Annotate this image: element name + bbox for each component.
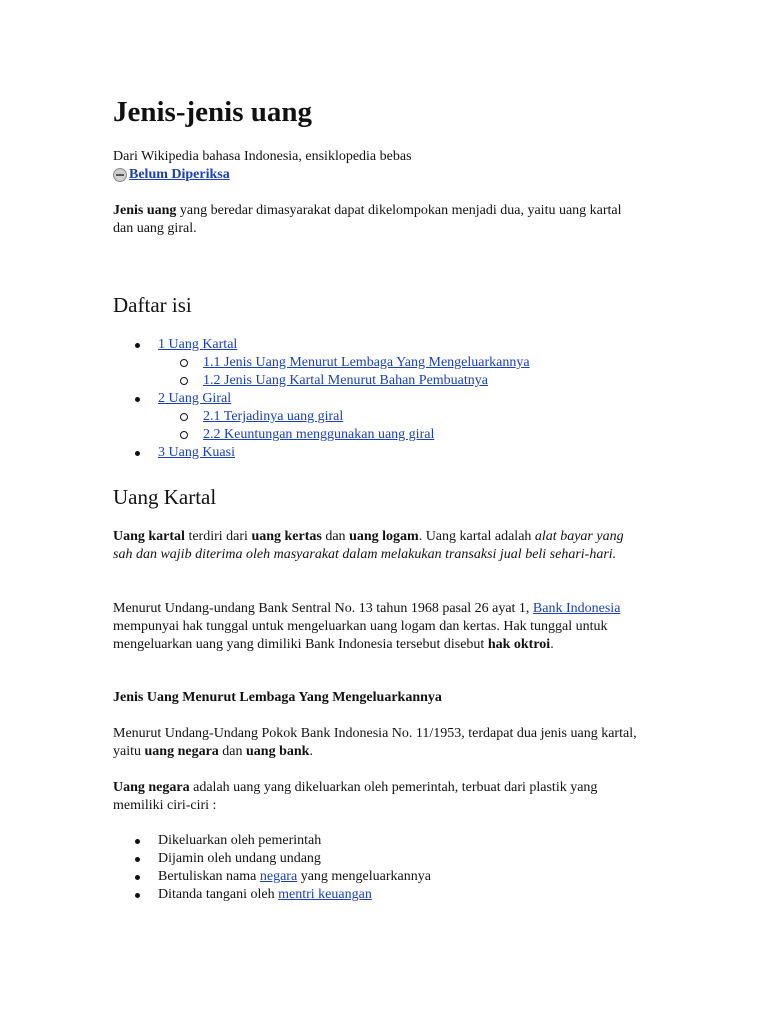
bullet-icon [135,893,140,898]
bold-term: hak oktroi [487,637,551,652]
text-span: adalah uang yang dikeluarkan oleh pemerintah, terbuat dari plastik yang memiliki ciri-ciri : [113,780,598,813]
toc-item-jenis-uang-bahan [113,372,643,390]
text-span: terdiri dari [184,529,252,544]
kartal-paragraph-1 [113,528,643,564]
table-of-contents [113,336,643,462]
intro-bold-term: Jenis uang [113,203,177,218]
bold-term: Uang negara [113,780,190,795]
intro-paragraph [113,202,643,238]
italic-definition: alat bayar yang sah dan wajib diterima oleh masyarakat dalam melakukan transaksi jual beli sehari-hari. [113,529,624,562]
toc-link[interactable]: 1.1 Jenis Uang Menurut Lembaga Yang Mengeluarkannya [203,355,530,370]
negara-link[interactable]: negara [259,869,298,884]
bullet-icon [135,343,140,348]
toc-item-uang-kuasi [113,444,643,462]
text-span: dan [321,529,350,544]
text-span: . [550,637,554,652]
bold-term: Uang kartal [113,529,185,544]
bullet-icon [135,397,140,402]
section-heading-uang-kartal: Uang Kartal [113,485,217,509]
bullet-icon [135,839,140,844]
toc-link[interactable]: 3 Uang Kuasi [158,445,235,460]
bold-term: uang bank [246,744,310,759]
list-item-text: Bertuliskan nama [158,869,260,884]
list-item [113,886,643,904]
review-status-link[interactable]: Belum Diperiksa [129,167,230,182]
circle-bullet-icon [180,359,188,367]
toc-item-jenis-uang-lembaga [113,354,643,372]
list-item-text: yang mengeluarkannya [297,869,431,884]
toc-item-uang-kartal [113,336,643,354]
toc-item-terjadinya-uang-giral [113,408,643,426]
circle-bullet-icon [180,431,188,439]
bold-term: uang logam [349,529,419,544]
text-span: Menurut Undang-undang Bank Sentral No. 13 tahun 1968 pasal 26 ayat 1, [113,601,533,616]
list-item [113,832,643,850]
list-item-text: Ditanda tangani oleh [158,887,279,902]
bullet-icon [135,875,140,880]
review-status [113,166,230,184]
list-item [113,868,643,886]
text-span: Menurut Undang-Undang Pokok Bank Indonesia No. 11/1953, terdapat dua jenis uang kartal, yaitu [113,726,637,759]
toc-link[interactable]: 2.1 Terjadinya uang giral [203,409,344,424]
page-title: Jenis-jenis uang [113,96,313,128]
mentri-keuangan-link[interactable]: mentri keuangan [278,887,372,902]
review-flag-icon [113,168,127,182]
kartal-paragraph-4 [113,779,643,815]
text-span: dan [218,744,247,759]
text-span: . [309,744,313,759]
toc-link[interactable]: 2.2 Keuntungan menggunakan uang giral [203,427,435,442]
uang-negara-features-list [113,832,643,904]
site-subtitle: Dari Wikipedia bahasa Indonesia, ensiklopedia bebas [113,149,412,164]
kartal-paragraph-3 [113,725,643,761]
text-span: . Uang kartal adalah [418,529,535,544]
text-span: mempunyai hak tunggal untuk mengeluarkan uang logam dan kertas. Hak tunggal untuk mengeluarkan uang yang dimiliki Bank Indonesia tersebut disebut [113,619,608,652]
list-item [113,850,643,868]
bank-indonesia-link[interactable]: Bank Indonesia [532,601,621,616]
circle-bullet-icon [180,413,188,421]
toc-heading: Daftar isi [113,293,192,317]
bold-term: uang negara [144,744,219,759]
sub-heading-jenis-uang: Jenis Uang Menurut Lembaga Yang Mengeluarkannya [113,690,442,705]
toc-item-uang-giral [113,390,643,408]
bold-term: uang kertas [251,529,322,544]
kartal-paragraph-2 [113,600,643,654]
toc-item-keuntungan-uang-giral [113,426,643,444]
bullet-icon [135,857,140,862]
bullet-icon [135,451,140,456]
list-item-text: Dijamin oleh undang undang [158,851,321,866]
intro-text: yang beredar dimasyarakat dapat dikelompokan menjadi dua, yaitu uang kartal dan uang giral. [113,203,622,236]
toc-link[interactable]: 2 Uang Giral [158,391,232,406]
circle-bullet-icon [180,377,188,385]
toc-link[interactable]: 1.2 Jenis Uang Kartal Menurut Bahan Pembuatnya [203,373,488,388]
list-item-text: Dikeluarkan oleh pemerintah [158,833,322,848]
toc-link[interactable]: 1 Uang Kartal [158,337,238,352]
